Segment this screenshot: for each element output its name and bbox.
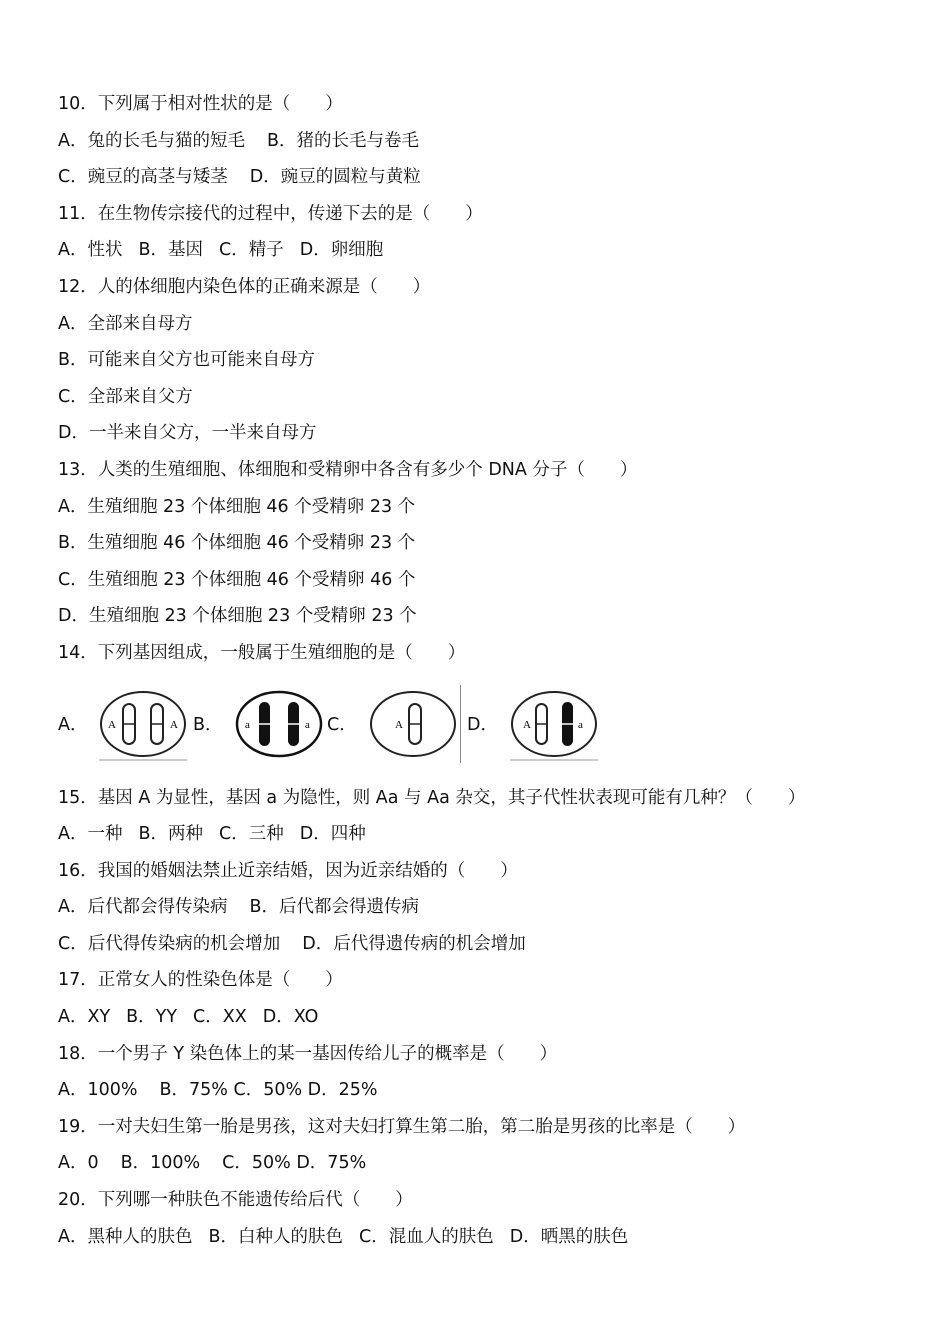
exam-page	[58, 86, 918, 1255]
figure-option-d	[461, 686, 597, 762]
option-label: D．	[467, 715, 498, 735]
gene-right: A	[170, 718, 179, 731]
option-label: C．	[327, 715, 357, 735]
answer-option: B．猪的长毛与卷毛	[266, 130, 419, 151]
option-line	[58, 1145, 918, 1182]
option-line	[58, 379, 918, 416]
answer-option: B．白种人的肤色	[208, 1226, 343, 1247]
question-stem: 12．人的体细胞内染色体的正确来源是（ ）	[58, 276, 431, 297]
gene-right: a	[304, 718, 310, 731]
question-stem: 16．我国的婚姻法禁止近亲结婚，因为近亲结婚的（ ）	[58, 860, 518, 881]
option-line	[58, 232, 918, 269]
questions-10-13	[58, 86, 918, 635]
answer-option: A．全部来自母方	[58, 313, 193, 334]
figure-options	[58, 676, 918, 772]
answer-option: A．XY	[58, 1007, 111, 1028]
answer-option: C．XX	[193, 1007, 247, 1028]
answer-option: D．生殖细胞 23 个体细胞 23 个受精卵 23 个	[58, 606, 417, 627]
answer-option: C．三种	[219, 824, 284, 845]
answer-option: B．可能来自父方也可能来自母方	[58, 350, 316, 371]
cell-chromosome-figure-b	[233, 686, 325, 762]
option-line	[58, 342, 918, 379]
option-line	[58, 159, 918, 196]
gene-left: a	[244, 718, 250, 731]
option-line	[58, 1219, 918, 1256]
option-line	[58, 816, 918, 853]
question-stem: 19．一对夫妇生第一胎是男孩，这对夫妇打算生第二胎，第二胎是男孩的比率是（ ）	[58, 1116, 746, 1137]
option-line	[58, 525, 918, 562]
answer-option: B．生殖细胞 46 个体细胞 46 个受精卵 23 个	[58, 533, 416, 554]
option-label: B．	[193, 715, 223, 735]
option-line	[58, 598, 918, 635]
option-line	[58, 489, 918, 526]
option-line	[58, 889, 918, 926]
answer-option: B．后代都会得遗传病	[249, 897, 419, 918]
figure-option-a	[58, 686, 193, 762]
gene-right: a	[577, 718, 583, 731]
answer-option: B．基因	[138, 240, 203, 261]
gene-left: A	[394, 718, 403, 731]
question-stem: 18．一个男子 Y 染色体上的某一基因传给儿子的概率是（ ）	[58, 1043, 558, 1064]
option-line	[58, 1072, 918, 1109]
option-line	[58, 926, 918, 963]
option-label: A．	[58, 715, 88, 735]
answer-option: C．精子	[219, 240, 284, 261]
answer-option: C．混血人的肤色	[359, 1226, 494, 1247]
question-14	[58, 635, 918, 772]
question-stem: 17．正常女人的性染色体是（ ）	[58, 970, 343, 991]
answer-option: A．0	[58, 1153, 99, 1174]
figure-option-c	[327, 685, 461, 763]
question-stem: 10．下列属于相对性状的是（ ）	[58, 94, 343, 114]
answer-option: C．全部来自父方	[58, 386, 193, 407]
answer-option: B．YY	[126, 1007, 178, 1028]
answer-option: A．性状	[58, 240, 123, 261]
question-stem: 11．在生物传宗接代的过程中，传递下去的是（ ）	[58, 203, 483, 224]
answer-option: A．黑种人的肤色	[58, 1226, 193, 1247]
question-stem: 15．基因 A 为显性，基因 a 为隐性，则 Aa 与 Aa 杂交，其子代性状表现可能有几种？（ ）	[58, 787, 806, 808]
question-stem: 13．人类的生殖细胞、体细胞和受精卵中各含有多少个 DNA 分子（ ）	[58, 459, 638, 480]
answer-option: C．50% D．75%	[222, 1153, 367, 1174]
answer-option: C．生殖细胞 23 个体细胞 46 个受精卵 46 个	[58, 569, 416, 590]
answer-option: D．后代得遗传病的机会增加	[302, 933, 526, 954]
answer-option: D．卵细胞	[299, 240, 384, 261]
answer-option: D．四种	[299, 824, 366, 845]
answer-option: C．豌豆的高茎与矮茎	[58, 167, 228, 188]
answer-option: A．100%	[58, 1080, 138, 1101]
option-line	[58, 123, 918, 160]
cell-chromosome-figure-d	[508, 686, 600, 762]
questions-15-20	[58, 780, 918, 1256]
answer-option: B．75% C．50% D．25%	[159, 1080, 378, 1101]
option-line	[58, 562, 918, 599]
option-line	[58, 415, 918, 452]
gene-left: A	[522, 718, 531, 731]
answer-option: C．后代得传染病的机会增加	[58, 933, 281, 954]
question-stem: 20．下列哪一种肤色不能遗传给后代（ ）	[58, 1190, 413, 1211]
answer-option: A．后代都会得传染病	[58, 897, 228, 918]
gene-left: A	[108, 718, 117, 731]
answer-option: D．XO	[262, 1007, 319, 1028]
answer-option: A．兔的长毛与猫的短毛	[58, 130, 245, 151]
answer-option: A．一种	[58, 824, 123, 845]
answer-option: D．一半来自父方，一半来自母方	[58, 423, 317, 444]
figure-option-b	[193, 686, 327, 762]
answer-option: B．100%	[120, 1153, 201, 1174]
answer-option: D．豌豆的圆粒与黄粒	[249, 167, 421, 188]
option-line	[58, 306, 918, 343]
answer-option: B．两种	[138, 824, 203, 845]
answer-option: A．生殖细胞 23 个体细胞 46 个受精卵 23 个	[58, 496, 416, 517]
cell-chromosome-figure-a	[97, 686, 189, 762]
answer-option: D．晒黑的肤色	[509, 1226, 629, 1247]
cell-chromosome-figure-c	[367, 686, 459, 762]
option-line	[58, 999, 918, 1036]
question-stem: 14．下列基因组成，一般属于生殖细胞的是（ ）	[58, 642, 466, 663]
